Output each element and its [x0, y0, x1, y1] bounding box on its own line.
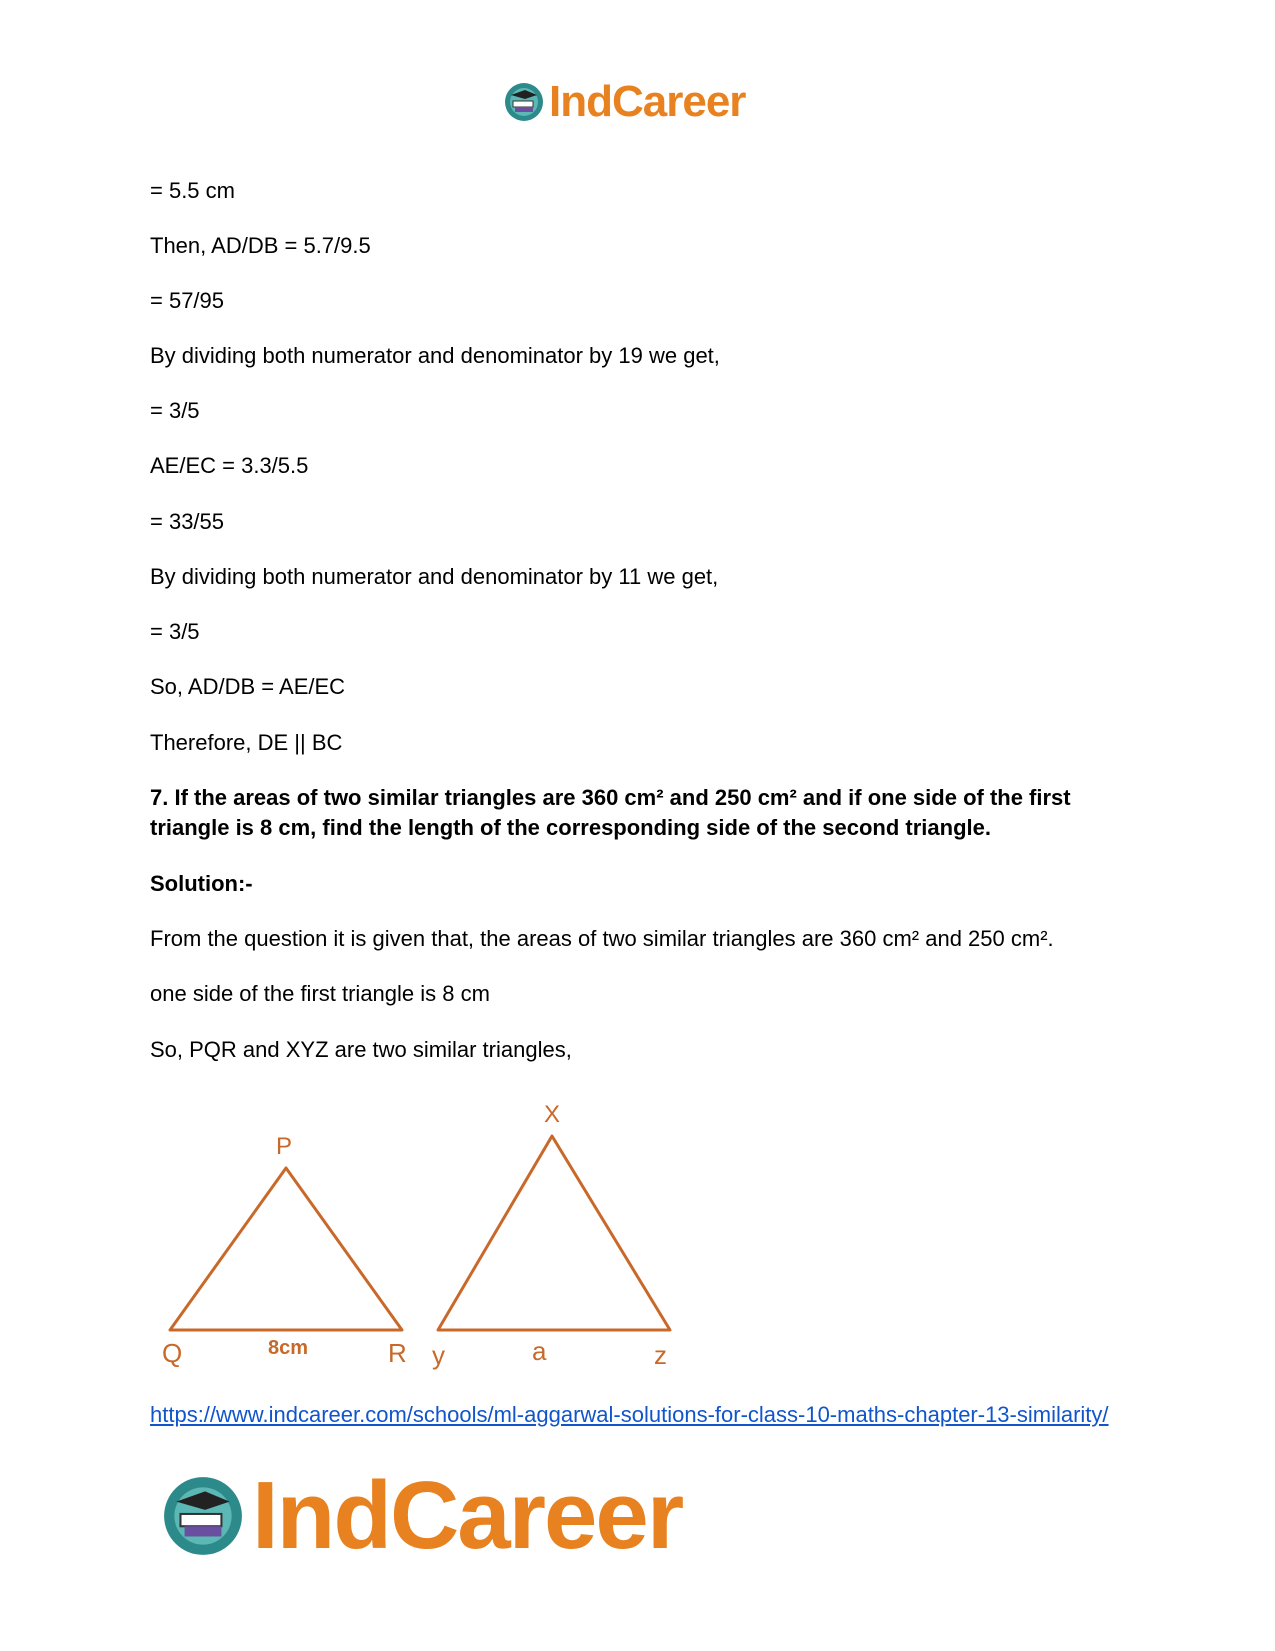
triangles-diagram — [158, 1092, 678, 1372]
vertex-label-r: R — [388, 1338, 407, 1368]
similar-triangles-figure — [158, 1092, 678, 1377]
triangle-pqr — [170, 1168, 402, 1330]
text-line: From the question it is given that, the areas of two similar triangles are 360 cm² and 250 cm². — [150, 926, 1054, 951]
text-line: = 3/5 — [150, 398, 200, 423]
vertex-label-p: P — [276, 1133, 293, 1160]
book-graduation-cap-icon — [503, 81, 545, 123]
text-line: By dividing both numerator and denominator by 11 we get, — [150, 564, 719, 589]
text-line: So, AD/DB = AE/EC — [150, 674, 346, 699]
side-label-a: a — [532, 1336, 547, 1366]
footer-logo — [160, 1462, 683, 1569]
book-graduation-cap-icon — [160, 1473, 246, 1559]
text-line: one side of the first triangle is 8 cm — [150, 981, 490, 1006]
logo-wordmark: IndCareer — [252, 1462, 683, 1569]
vertex-label-z: z — [654, 1340, 667, 1370]
text-line: = 33/55 — [150, 509, 225, 534]
text-line: By dividing both numerator and denominator by 19 we get, — [150, 343, 720, 368]
question-text: 7. If the areas of two similar triangles are 360 cm² and 250 cm² and if one side of the first triangle is 8 cm, find the length of the corresponding side of the second triangle. — [150, 785, 1071, 840]
vertex-label-y: y — [432, 1340, 445, 1370]
text-line: = 3/5 — [150, 619, 200, 644]
text-line: Then, AD/DB = 5.7/9.5 — [150, 233, 371, 258]
vertex-label-q: Q — [162, 1338, 183, 1368]
text-line: AE/EC = 3.3/5.5 — [150, 453, 309, 478]
source-link[interactable]: https://www.indcareer.com/schools/ml-aggarwal-solutions-for-class-10-maths-chapter-13-similarity/ — [150, 1402, 1109, 1427]
logo-wordmark: IndCareer — [549, 77, 746, 126]
text-line: = 57/95 — [150, 288, 225, 313]
header-logo — [503, 77, 746, 126]
triangle-xyz — [438, 1136, 670, 1330]
vertex-label-x: X — [544, 1101, 561, 1128]
solution-heading: Solution:- — [150, 871, 253, 896]
text-line: = 5.5 cm — [150, 178, 235, 203]
side-label-8cm: 8cm — [268, 1337, 309, 1359]
text-line: So, PQR and XYZ are two similar triangles, — [150, 1037, 572, 1062]
text-line: Therefore, DE || BC — [150, 730, 343, 755]
